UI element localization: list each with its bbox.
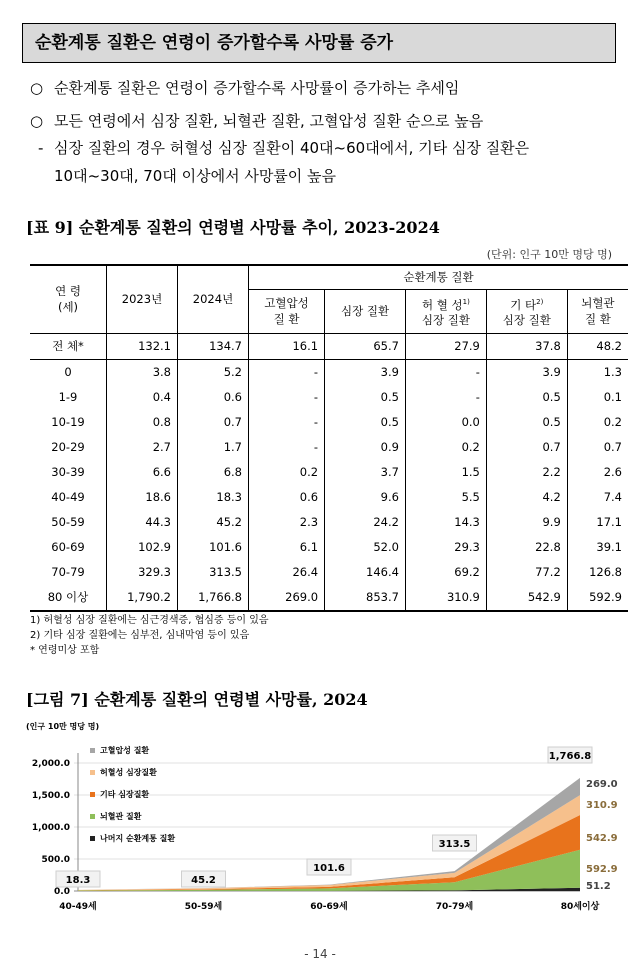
bullet-text: 모든 연령에서 심장 질환, 뇌혈관 질환, 고혈압성 질환 순으로 높음 xyxy=(54,112,484,130)
table-cell: 313.5 xyxy=(178,560,249,585)
table-cell: 7.4 xyxy=(567,485,628,510)
y-tick-label: 500.0 xyxy=(41,855,70,865)
x-tick-label: 40-49세 xyxy=(59,902,97,912)
table-cell: - xyxy=(405,359,486,385)
table-cell: 0.2 xyxy=(249,460,325,485)
note-2: 2) 기타 심장 질환에는 심부전, 심내막염 등이 있음 xyxy=(30,630,250,641)
col-other-heart-text: 기 타 xyxy=(510,297,537,312)
legend-swatch xyxy=(90,836,95,841)
row-age-label: 0 xyxy=(64,365,72,379)
col-ischemic-l2: 심장 질환 xyxy=(421,313,470,328)
col-hypertensive xyxy=(249,289,325,333)
table-cell: 1.3 xyxy=(567,359,628,385)
x-tick-label: 80세이상 xyxy=(560,902,600,912)
bullet-1 xyxy=(30,78,459,98)
table-cell: 132.1 xyxy=(107,333,178,359)
table-cell: 0.2 xyxy=(567,410,628,435)
col-cerebrovascular xyxy=(567,289,628,333)
note-3: * 연령미상 포함 xyxy=(30,645,100,656)
table-cell: 269.0 xyxy=(249,585,325,611)
table-cell: 22.8 xyxy=(486,535,567,560)
legend-label: 기타 심장질환 xyxy=(100,790,150,799)
table-cell: 101.6 xyxy=(178,535,249,560)
series-end-label: 542.9 xyxy=(586,833,618,844)
table-unit: (단위: 인구 10만 명당 명) xyxy=(486,248,612,261)
table-notes xyxy=(30,613,269,658)
x-tick-label: 50-59세 xyxy=(184,902,223,912)
table-cell: 5.5 xyxy=(405,485,486,510)
col-age-label: 연 령 xyxy=(55,284,81,299)
table-cell: 134.7 xyxy=(178,333,249,359)
table-cell: 0.8 xyxy=(107,410,178,435)
col-2023: 2023년 xyxy=(107,265,178,333)
table-cell: 24.2 xyxy=(325,510,406,535)
sub-bullet-line2: 10대~30대, 70대 이상에서 사망률이 높음 xyxy=(54,167,337,185)
table-cell: 45.2 xyxy=(178,510,249,535)
table-cell: - xyxy=(249,359,325,385)
table-cell: 0.4 xyxy=(107,385,178,410)
table-cell: 6.1 xyxy=(249,535,325,560)
x-tick-label: 60-69세 xyxy=(310,902,348,912)
table-cell: 853.7 xyxy=(325,585,406,611)
table-cell: 37.8 xyxy=(486,333,567,359)
table-cell: 3.9 xyxy=(486,359,567,385)
series-end-label: 592.9 xyxy=(586,864,618,875)
total-label: 313.5 xyxy=(438,839,471,850)
table-cell: 5.2 xyxy=(178,359,249,385)
legend-swatch xyxy=(90,792,95,797)
table-cell: 0.0 xyxy=(405,410,486,435)
table-cell: 6.8 xyxy=(178,460,249,485)
table-cell: 0.5 xyxy=(486,385,567,410)
bullet-mark: ○ xyxy=(30,112,44,130)
page-number: - 14 - xyxy=(304,947,336,961)
bullet-2 xyxy=(30,111,483,131)
table-cell: 0.5 xyxy=(325,385,406,410)
total-label: 101.6 xyxy=(313,863,345,874)
table-cell: 102.9 xyxy=(107,535,178,560)
legend-label: 고혈압성 질환 xyxy=(100,746,150,755)
table-cell: 1.5 xyxy=(405,460,486,485)
table-cell: 18.6 xyxy=(107,485,178,510)
table-row xyxy=(30,410,628,435)
table-cell: 1,766.8 xyxy=(178,585,249,611)
table-cell: 2.7 xyxy=(107,435,178,460)
row-age-label: 20-29 xyxy=(51,440,85,454)
table-cell: 2.2 xyxy=(486,460,567,485)
table-cell: 52.0 xyxy=(325,535,406,560)
table-cell: 9.6 xyxy=(325,485,406,510)
table-row xyxy=(30,585,628,611)
total-label: 45.2 xyxy=(191,875,216,886)
table-cell: 3.9 xyxy=(325,359,406,385)
table-cell: 0.7 xyxy=(178,410,249,435)
table-cell: 29.3 xyxy=(405,535,486,560)
col-other-heart-l1 xyxy=(493,294,561,313)
table-cell: 26.4 xyxy=(249,560,325,585)
table-cell: 69.2 xyxy=(405,560,486,585)
table-cell: 0.9 xyxy=(325,435,406,460)
col-ischemic-l1 xyxy=(412,294,480,313)
table-title: [표 9] 순환계통 질환의 연령별 사망률 추이, 2023-2024 xyxy=(26,218,440,237)
table-cell: 0.7 xyxy=(486,435,567,460)
table-cell: 0.6 xyxy=(178,385,249,410)
table-cell: 592.9 xyxy=(567,585,628,611)
table-cell: 310.9 xyxy=(405,585,486,611)
figure-title: [그림 7] 순환계통 질환의 연령별 사망률, 2024 xyxy=(26,690,368,709)
y-tick-label: 1,000.0 xyxy=(31,823,70,833)
table-cell: 48.2 xyxy=(567,333,628,359)
sub-bullet xyxy=(38,134,628,190)
row-age-label: 1-9 xyxy=(58,390,78,404)
table-cell: 126.8 xyxy=(567,560,628,585)
section-heading: 순환계통 질환은 연령이 증가할수록 사망률 증가 xyxy=(22,23,616,63)
table-cell: - xyxy=(405,385,486,410)
table-cell: 27.9 xyxy=(405,333,486,359)
table-cell: 0.2 xyxy=(405,435,486,460)
col-other-heart-l2: 심장 질환 xyxy=(502,313,551,328)
table-cell: 3.8 xyxy=(107,359,178,385)
table-cell: 0.5 xyxy=(486,410,567,435)
table-cell: - xyxy=(249,385,325,410)
legend-swatch xyxy=(90,748,95,753)
table-cell: 1.7 xyxy=(178,435,249,460)
col-cerebrovascular-l1: 뇌혈관 xyxy=(581,296,615,310)
y-axis-label: (인구 10만 명당 명) xyxy=(26,722,100,731)
legend-swatch xyxy=(90,814,95,819)
table-cell: 1,790.2 xyxy=(107,585,178,611)
col-other-heart xyxy=(486,289,567,333)
col-hypertensive-l1: 고혈압성 xyxy=(264,296,309,310)
series-end-label: 310.9 xyxy=(586,800,618,811)
col-ischemic-text: 허 혈 성 xyxy=(422,297,463,312)
table-row xyxy=(30,560,628,585)
mortality-table xyxy=(30,264,628,612)
table-cell: 6.6 xyxy=(107,460,178,485)
table-cell: 0.5 xyxy=(325,410,406,435)
table-cell: 9.9 xyxy=(486,510,567,535)
table-cell: - xyxy=(249,410,325,435)
table-cell: 0.6 xyxy=(249,485,325,510)
col-age-unit: (세) xyxy=(57,300,79,315)
col-cerebrovascular-l2: 질 환 xyxy=(584,312,611,326)
table-cell: 4.2 xyxy=(486,485,567,510)
col-hypertensive-l2: 질 환 xyxy=(273,312,300,326)
total-label: 18.3 xyxy=(65,875,91,886)
table-row xyxy=(30,460,628,485)
sub-bullet-mark: - xyxy=(38,139,44,157)
series-end-label: 269.0 xyxy=(586,779,618,790)
table-row xyxy=(30,359,628,385)
table-cell: - xyxy=(249,435,325,460)
legend-label: 뇌혈관 질환 xyxy=(100,812,142,821)
table-cell: 542.9 xyxy=(486,585,567,611)
table-cell: 44.3 xyxy=(107,510,178,535)
row-age-label: 40-49 xyxy=(51,490,85,504)
row-age-label: 70-79 xyxy=(51,565,85,579)
footnote-ref-2: 2) xyxy=(536,297,544,306)
row-age-label: 60-69 xyxy=(51,540,85,554)
table-cell: 77.2 xyxy=(486,560,567,585)
table-row xyxy=(30,510,628,535)
table-row xyxy=(30,535,628,560)
table-cell: 16.1 xyxy=(249,333,325,359)
row-age-label: 80 이상 xyxy=(30,585,107,611)
table-cell: 0.7 xyxy=(567,435,628,460)
bullet-text: 순환계통 질환은 연령이 증가할수록 사망률이 증가하는 추세임 xyxy=(54,79,460,97)
table-cell: 146.4 xyxy=(325,560,406,585)
col-ischemic xyxy=(405,289,486,333)
table-row xyxy=(30,385,628,410)
note-1: 1) 허혈성 심장 질환에는 심근경색증, 협심증 등이 있음 xyxy=(30,615,269,626)
table-cell: 17.1 xyxy=(567,510,628,535)
chart-container xyxy=(20,715,620,929)
row-age-label: 30-39 xyxy=(51,465,85,479)
col-2024: 2024년 xyxy=(178,265,249,333)
legend-label: 나머지 순환계통 질환 xyxy=(100,834,176,843)
row-age-label: 전 체* xyxy=(30,333,107,359)
table-row xyxy=(30,435,628,460)
table-cell: 3.7 xyxy=(325,460,406,485)
sub-bullet-line1: 심장 질환의 경우 허혈성 심장 질환이 40대~60대에서, 기타 심장 질환은 xyxy=(54,139,530,157)
table-cell: 14.3 xyxy=(405,510,486,535)
bullet-mark: ○ xyxy=(30,79,44,97)
y-tick-label: 0.0 xyxy=(54,887,70,897)
table-cell: 65.7 xyxy=(325,333,406,359)
y-tick-label: 2,000.0 xyxy=(31,759,70,769)
x-tick-label: 70-79세 xyxy=(435,902,474,912)
footnote-ref-1: 1) xyxy=(462,297,470,306)
table-cell: 39.1 xyxy=(567,535,628,560)
table-cell: 0.1 xyxy=(567,385,628,410)
table-cell: 18.3 xyxy=(178,485,249,510)
row-age-label: 10-19 xyxy=(51,415,85,429)
table-cell: 329.3 xyxy=(107,560,178,585)
total-label: 1,766.8 xyxy=(548,751,592,762)
col-age xyxy=(30,265,107,333)
table-cell: 2.3 xyxy=(249,510,325,535)
col-group-circulatory: 순환계통 질환 xyxy=(249,265,629,289)
y-tick-label: 1,500.0 xyxy=(31,791,70,801)
table-row xyxy=(30,485,628,510)
area-chart xyxy=(20,715,620,925)
legend-label: 허혈성 심장질환 xyxy=(100,768,157,777)
series-end-label: 51.2 xyxy=(586,881,611,892)
table-cell: 2.6 xyxy=(567,460,628,485)
col-heart: 심장 질환 xyxy=(325,289,406,333)
row-age-label: 50-59 xyxy=(51,515,85,529)
table-row xyxy=(30,333,628,359)
legend-swatch xyxy=(90,770,95,775)
